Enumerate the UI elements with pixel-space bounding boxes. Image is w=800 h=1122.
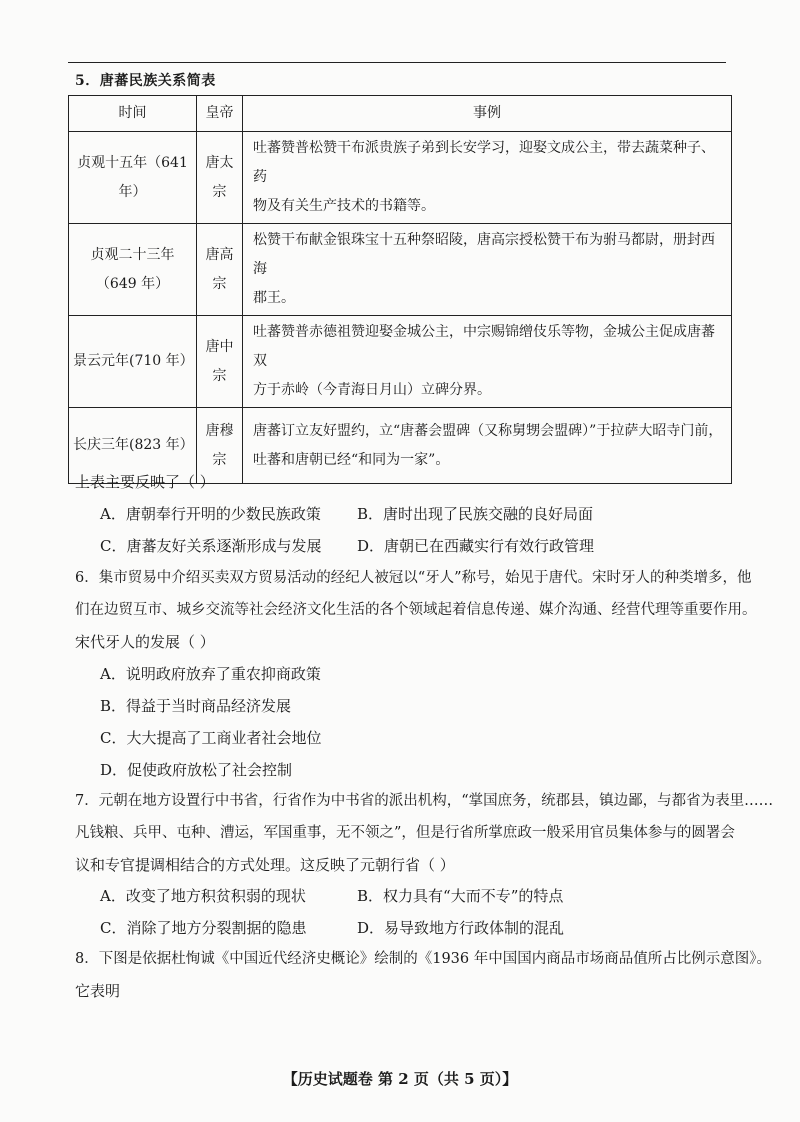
- q5-option-b[interactable]: B．唐时出现了民族交融的良好局面: [357, 505, 594, 523]
- q6-option-a[interactable]: A．说明政府放弃了重农抑商政策: [100, 665, 321, 683]
- q6-line-1: 6．集市贸易中介绍买卖双方贸易活动的经纪人被冠以“牙人”称号，始见于唐代。宋时牙人的种类增多，他: [75, 570, 752, 586]
- time-cell: 贞观二十三年 （649 年）: [69, 224, 197, 316]
- q5-option-d[interactable]: D．唐朝已在西藏实行有效行政管理: [357, 537, 595, 555]
- q7-option-b[interactable]: B．权力具有“大而不专”的特点: [357, 887, 564, 905]
- table-row: [69, 132, 732, 224]
- q6-option-c[interactable]: C．大大提高了工商业者社会地位: [100, 729, 322, 747]
- event-cell: 吐蕃赞普松赞干布派贵族子弟到长安学习，迎娶文成公主，带去蔬菜种子、药 物及有关生产技术的书籍等。: [243, 132, 732, 224]
- header-time: 时间: [69, 96, 197, 132]
- q8-line-1: 8．下图是依据杜恂诚《中国近代经济史概论》绘制的《1936 年中国国内商品市场商品值所占比例示意图》。: [75, 951, 771, 967]
- q7-line-2: 凡钱粮、兵甲、屯种、漕运，军国重事，无不领之”，但是行省所掌庶政一般采用官员集体参与的圆署会: [75, 825, 735, 841]
- q7-option-d[interactable]: D．易导致地方行政体制的混乱: [357, 919, 565, 937]
- header-event: 事例: [243, 96, 732, 132]
- q5-option-a[interactable]: A．唐朝奉行开明的少数民族政策: [100, 505, 321, 523]
- q6-line-3: 宋代牙人的发展（ ）: [75, 633, 215, 651]
- table-header-row: [69, 96, 732, 132]
- q8-line-2: 它表明: [75, 982, 121, 1000]
- header-emperor: 皇帝: [197, 96, 243, 132]
- time-cell: 长庆三年(823 年）: [69, 408, 197, 484]
- page-footer: 【历史试题卷 第 2 页（共 5 页）】: [282, 1070, 518, 1088]
- emperor-cell: 唐高 宗: [197, 224, 243, 316]
- q6-line-2: 们在边贸互市、城乡交流等社会经济文化生活的各个领域起着信息传递、媒介沟通、经营代理等重要作用。: [75, 602, 757, 618]
- q5-title: 5．唐蕃民族关系简表: [75, 73, 216, 89]
- table-row: [69, 316, 732, 408]
- q7-option-a[interactable]: A．改变了地方积贫积弱的现状: [100, 887, 306, 905]
- event-cell: 唐蕃订立友好盟约，立“唐蕃会盟碑（又称舅甥会盟碑）”于拉萨大昭寺门前， 吐蕃和唐朝已经“和同为一家”。: [243, 408, 732, 484]
- emperor-cell: 唐中 宗: [197, 316, 243, 408]
- q7-line-3: 议和专官提调相结合的方式处理。这反映了元朝行省（ ）: [75, 856, 455, 874]
- q7-option-c[interactable]: C．消除了地方分裂割据的隐患: [100, 919, 307, 937]
- q6-option-b[interactable]: B．得益于当时商品经济发展: [100, 697, 292, 715]
- time-cell: 贞观十五年（641 年）: [69, 132, 197, 224]
- relations-table: [68, 95, 732, 484]
- time-cell: 景云元年(710 年）: [69, 316, 197, 408]
- emperor-cell: 唐太 宗: [197, 132, 243, 224]
- event-cell: 吐蕃赞普赤德祖赞迎娶金城公主，中宗赐锦缯伎乐等物，金城公主促成唐蕃双 方于赤岭（今青海日月山）立碑分界。: [243, 316, 732, 408]
- emperor-cell: 唐穆 宗: [197, 408, 243, 484]
- q5-option-c[interactable]: C．唐蕃友好关系逐渐形成与发展: [100, 537, 322, 555]
- q6-option-d[interactable]: D．促使政府放松了社会控制: [100, 761, 293, 779]
- event-cell: 松赞干布献金银珠宝十五种祭昭陵，唐高宗授松赞干布为驸马都尉，册封西海 郡王。: [243, 224, 732, 316]
- table-row: [69, 224, 732, 316]
- top-rule: [68, 62, 726, 63]
- q5-stem: 上表主要反映了（ ）: [75, 473, 215, 491]
- q7-line-1: 7．元朝在地方设置行中书省，行省作为中书省的派出机构，“掌国庶务，统郡县，镇边鄙，与都省为表里……: [75, 793, 774, 809]
